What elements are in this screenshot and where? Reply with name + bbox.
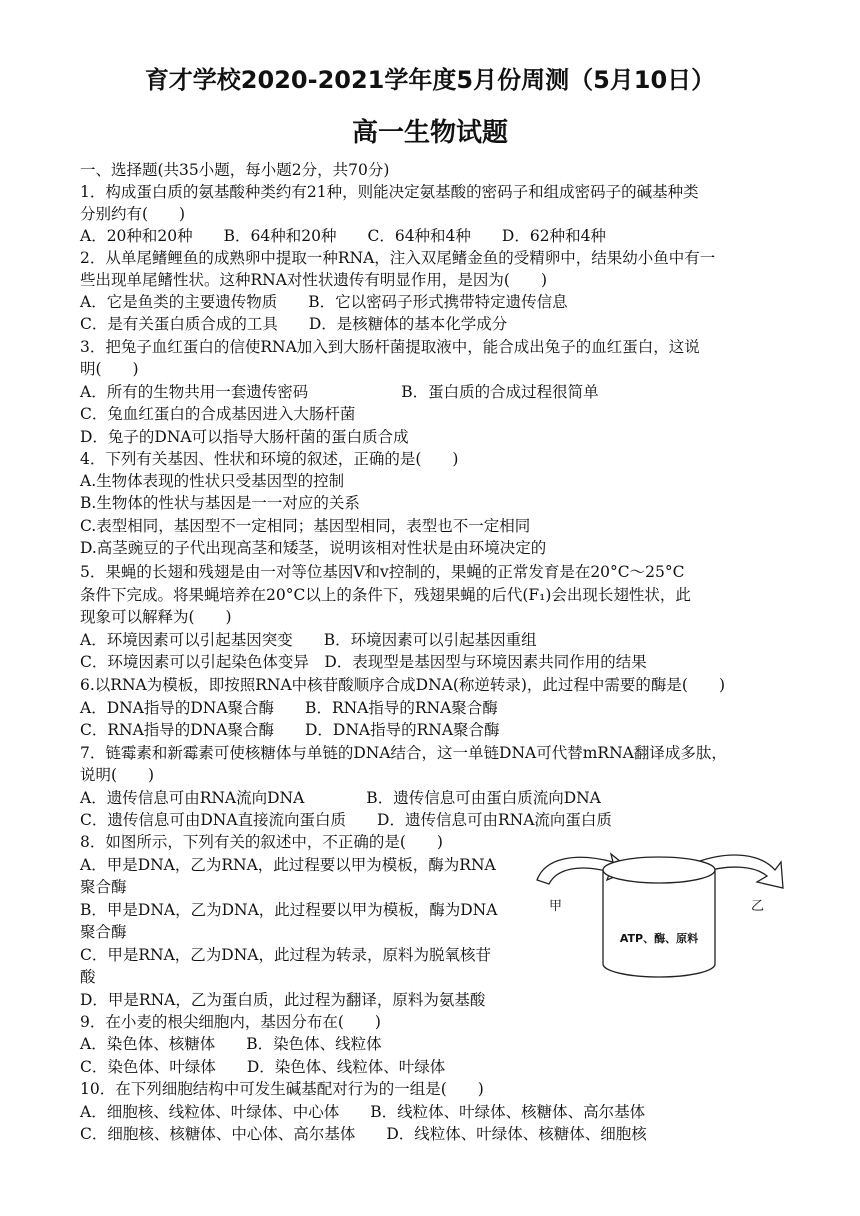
text-line: 聚合酶 xyxy=(80,878,127,896)
text-line: A．细胞核、线粒体、叶绿体、中心体 B．线粒体、叶绿体、核糖体、高尔基体 xyxy=(80,1103,646,1121)
text-line: C．遗传信息可由DNA直接流向蛋白质 D．遗传信息可由RNA流向蛋白质 xyxy=(80,811,612,829)
text-line: 6.以RNA为模板，即按照RNA中核苷酸顺序合成DNA(称逆转录)，此过程中需要的酶是( ) xyxy=(80,676,726,694)
text-line: C．是有关蛋白质合成的工具 D．是核糖体的基本化学成分 xyxy=(80,315,508,333)
text-line: A．环境因素可以引起基因突变 B．环境因素可以引起基因重组 xyxy=(80,631,537,649)
text-line: 条件下完成。将果蝇培养在20°C以上的条件下，残翅果蝇的后代(F₁)会出现长翅性状，此 xyxy=(80,586,691,604)
text-line: A．所有的生物共用一套遗传密码 B．蛋白质的合成过程很简单 xyxy=(80,383,599,401)
text-line: 3．把兔子血红蛋白的信使RNA加入到大肠杆菌提取液中，能合成出兔子的血红蛋白，这说 xyxy=(80,338,700,356)
text-line: D．兔子的DNA可以指导大肠杆菌的蛋白质合成 xyxy=(80,428,409,446)
right-label: 乙 xyxy=(751,899,765,914)
text-line: 10．在下列细胞结构中可发生碱基配对行为的一组是( ) xyxy=(80,1080,484,1098)
text-line: 1．构成蛋白质的氨基酸种类约有21种，则能决定氨基酸的密码子和组成密码子的碱基种类 xyxy=(80,183,699,201)
text-line: A．染色体、核糖体 B．染色体、线粒体 xyxy=(80,1035,382,1053)
text-line: D．甲是RNA，乙为蛋白质，此过程为翻译，原料为氨基酸 xyxy=(80,991,486,1009)
text-line: 4．下列有关基因、性状和环境的叙述，正确的是( ) xyxy=(80,450,459,468)
page-subtitle: 高一生物试题 xyxy=(351,118,508,148)
text-line: A.生物体表现的性状只受基因型的控制 xyxy=(80,472,345,490)
text-line: 一、选择题(共35小题，每小题2分，共70分) xyxy=(80,161,390,179)
text-line: A．DNA指导的DNA聚合酶 B．RNA指导的RNA聚合酶 xyxy=(80,699,498,717)
text-line: C．细胞核、核糖体、中心体、高尔基体 D．线粒体、叶绿体、核糖体、细胞核 xyxy=(80,1125,647,1143)
text-line: 8．如图所示，下列有关的叙述中，不正确的是( ) xyxy=(80,833,443,851)
text-line: C．染色体、叶绿体 D．染色体、线粒体、叶绿体 xyxy=(80,1058,446,1076)
text-line: A．它是鱼类的主要遗传物质 B．它以密码子形式携带特定遗传信息 xyxy=(80,293,568,311)
text-line: 聚合酶 xyxy=(80,923,127,941)
text-line: 分别约有( ) xyxy=(80,205,186,223)
text-line: 说明( ) xyxy=(80,766,155,784)
text-line: B．甲是DNA，乙为DNA，此过程要以甲为模板，酶为DNA xyxy=(80,901,498,919)
cylinder-body xyxy=(603,870,715,977)
text-line: D.高茎豌豆的子代出现高茎和矮茎，说明该相对性状是由环境决定的 xyxy=(80,539,547,557)
text-line: C．环境因素可以引起染色体变异 D．表现型是基因型与环境因素共同作用的结果 xyxy=(80,653,647,671)
cylinder-process-figure xyxy=(535,848,785,983)
text-line: 2．从单尾鳍鲤鱼的成熟卵中提取一种RNA，注入双尾鳍金鱼的受精卵中，结果幼小鱼中有一 xyxy=(80,249,716,267)
text-line: A．遗传信息可由RNA流向DNA B．遗传信息可由蛋白质流向DNA xyxy=(80,789,601,807)
text-line: C．甲是RNA，乙为DNA，此过程为转录，原料为脱氧核苷 xyxy=(80,946,491,964)
left-label: 甲 xyxy=(549,899,563,914)
text-line: A．20种和20种 B．64种和20种 C．64种和4种 D．62种和4种 xyxy=(80,227,606,245)
text-line: 7．链霉素和新霉素可使核糖体与单链的DNA结合，这一单链DNA可代替mRNA翻译成多肽， xyxy=(80,744,727,762)
cylinder-label: ATP、酶、原料 xyxy=(619,932,699,945)
text-line: C．兔血红蛋白的合成基因进入大肠杆菌 xyxy=(80,405,356,423)
page-title: 育才学校2020-2021学年度5月份周测（5月10日） xyxy=(144,66,716,94)
text-line: 明( ) xyxy=(80,360,139,378)
text-line: 现象可以解释为( ) xyxy=(80,608,232,626)
cylinder-top xyxy=(603,857,715,883)
text-line: 些出现单尾鳍性状。这种RNA对性状遗传有明显作用，是因为( ) xyxy=(80,271,548,289)
text-line: A．甲是DNA，乙为RNA，此过程要以甲为模板，酶为RNA xyxy=(80,856,496,874)
text-line: 酸 xyxy=(80,968,96,986)
text-line: B.生物体的性状与基因是一一对应的关系 xyxy=(80,494,360,512)
text-line: 9．在小麦的根尖细胞内，基因分布在( ) xyxy=(80,1013,381,1031)
text-line: C.表型相同，基因型不一定相同；基因型相同，表型也不一定相同 xyxy=(80,517,531,535)
text-line: C．RNA指导的DNA聚合酶 D．DNA指导的RNA聚合酶 xyxy=(80,721,500,739)
text-line: 5．果蝇的长翅和残翅是由一对等位基因V和v控制的，果蝇的正常发育是在20°C～25°C xyxy=(80,563,685,581)
